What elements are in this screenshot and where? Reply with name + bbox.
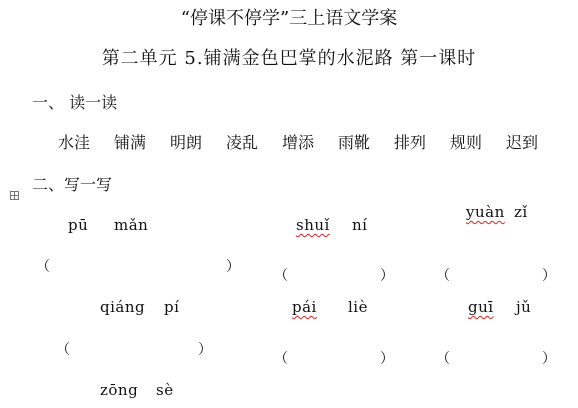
vocab-word: 迟到 [506, 133, 539, 152]
answer-blank-close: ） [226, 259, 240, 275]
pinyin-syllable: guī [468, 298, 494, 316]
vocab-word: 凌乱 [226, 133, 259, 152]
pinyin-syllable: shuǐ [296, 216, 330, 234]
vocab-word: 规则 [450, 133, 483, 152]
answer-blank-open: （ [56, 342, 70, 358]
answer-blank-close: ） [380, 268, 394, 284]
answer-blank-close: ） [380, 351, 394, 367]
pinyin-syllable: jǔ [516, 298, 532, 316]
pinyin-syllable: yuàn [466, 203, 505, 221]
answer-blank-open: （ [36, 259, 50, 275]
vocab-word: 雨靴 [338, 133, 371, 152]
section-read-heading: 一、 读一读 [32, 93, 118, 112]
pinyin-syllable: qiáng [100, 298, 146, 316]
pinyin-syllable: pí [164, 298, 180, 316]
pinyin-syllable: mǎn [114, 216, 149, 234]
answer-blank-open: （ [436, 268, 450, 284]
pinyin-syllable: pái [292, 298, 317, 316]
vocab-word: 排列 [394, 133, 427, 152]
pinyin-syllable: pū [68, 216, 89, 234]
lesson-title: 第二单元 5.铺满金色巴掌的水泥路 第一课时 [101, 48, 477, 69]
pinyin-syllable: sè [156, 381, 174, 399]
answer-blank-close: ） [542, 351, 556, 367]
answer-blank-close: ） [542, 268, 556, 284]
answer-blank-close: ） [198, 342, 212, 358]
vocab-word: 明朗 [170, 133, 203, 152]
page-title: “停课不停学”三上语文学案 [180, 8, 398, 29]
pinyin-syllable: ní [352, 216, 368, 234]
vocab-word: 水洼 [58, 133, 91, 152]
answer-blank-open: （ [274, 268, 288, 284]
pinyin-syllable: zǐ [514, 203, 528, 221]
answer-blank-open: （ [436, 351, 450, 367]
vocab-word: 增添 [282, 133, 315, 152]
section-write-heading: 二、写一写 [32, 175, 113, 194]
pinyin-syllable: zōng [100, 381, 139, 399]
pinyin-syllable: liè [348, 298, 368, 316]
answer-blank-open: （ [274, 351, 288, 367]
table-move-handle-icon[interactable] [10, 191, 19, 200]
vocab-word: 铺满 [114, 133, 147, 152]
